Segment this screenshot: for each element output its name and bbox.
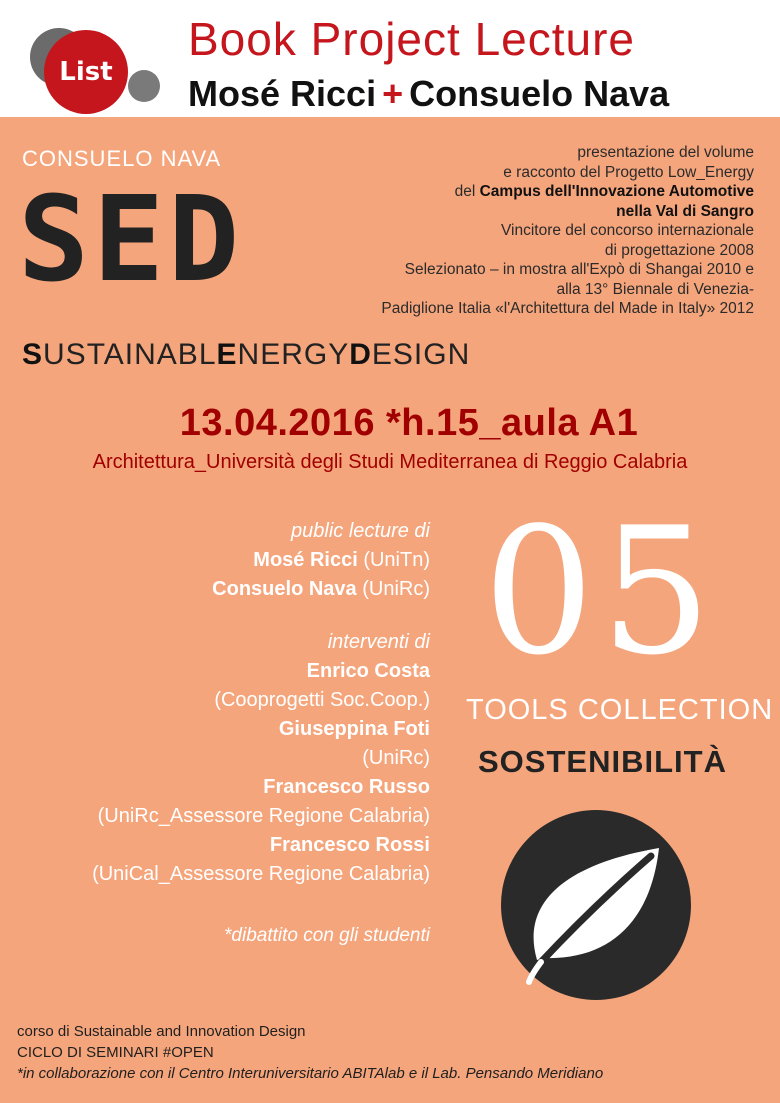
event-date: 13.04.2016 *h.15_aula A1 bbox=[179, 402, 639, 444]
list-item-affil: (UniRc_Assessore Regione Calabria) bbox=[97, 805, 430, 827]
footer-series: CICLO DI SEMINARI #OPEN bbox=[17, 1044, 214, 1061]
footer-course: corso di Sustainable and Innovation Design bbox=[17, 1023, 306, 1040]
speaker-names-header bbox=[188, 73, 670, 114]
list-item: Consuelo Nava (UniRc) bbox=[212, 578, 430, 600]
list-item-affil: (Cooprogetti Soc.Coop.) bbox=[214, 689, 430, 711]
list-item: Francesco Russo bbox=[263, 776, 430, 798]
tools-collection-label: TOOLS COLLECTION bbox=[466, 694, 774, 726]
list-item: Francesco Rossi bbox=[269, 834, 430, 856]
list-item: Giuseppina Foti bbox=[278, 718, 430, 740]
interventions-label: interventi di bbox=[327, 631, 430, 653]
list-item: Mosé Ricci (UniTn) bbox=[253, 549, 430, 571]
footer-collaboration: *in collaborazione con il Centro Interuniversitario ABITAlab e il Lab. Pensando Meridiano bbox=[17, 1065, 604, 1082]
leaf-icon bbox=[501, 810, 691, 1000]
debate-note: *dibattito con gli studenti bbox=[224, 925, 430, 946]
book-acronym: SED bbox=[18, 170, 244, 308]
theme-label: SOSTENIBILITÀ bbox=[478, 744, 727, 779]
event-venue: Architettura_Università degli Studi Mediterranea di Reggio Calabria bbox=[92, 451, 688, 473]
series-number: 05 bbox=[483, 491, 718, 694]
footer bbox=[17, 1021, 603, 1084]
list-item-affil: (UniCal_Assessore Regione Calabria) bbox=[92, 863, 430, 885]
header-bar bbox=[0, 0, 780, 117]
page-title: Book Project Lecture bbox=[188, 13, 636, 65]
logo-text: List bbox=[59, 57, 113, 87]
list-item-affil: (UniRc) bbox=[362, 747, 430, 769]
book-description: presentazione del volume e racconto del Progetto Low_Energy del Campus dell'Innovazione Automotive nella Val di Sangro Vincitore del concorso internazionale di progettazione 2008 Selezionato – in mostra all'Expò di Shangai 2010 e alla 13° Biennale di Venezia- Padiglione Italia «l'Architettura del Made in Italy» 2012 bbox=[381, 144, 754, 317]
list-item: Enrico Costa bbox=[306, 660, 430, 682]
book-full-title: SUSTAINABLENERGYDESIGN bbox=[22, 338, 471, 371]
logo-grey-circle-small bbox=[128, 70, 160, 102]
list-logo bbox=[44, 30, 128, 114]
name-nava: Consuelo Nava bbox=[409, 73, 670, 114]
book-author: CONSUELO NAVA bbox=[22, 146, 222, 171]
leaf-badge bbox=[501, 810, 691, 1000]
lecture-label: public lecture di bbox=[291, 520, 430, 542]
speakers-list bbox=[10, 517, 430, 889]
plus-sign: + bbox=[382, 73, 404, 114]
name-ricci: Mosé Ricci bbox=[188, 73, 377, 114]
